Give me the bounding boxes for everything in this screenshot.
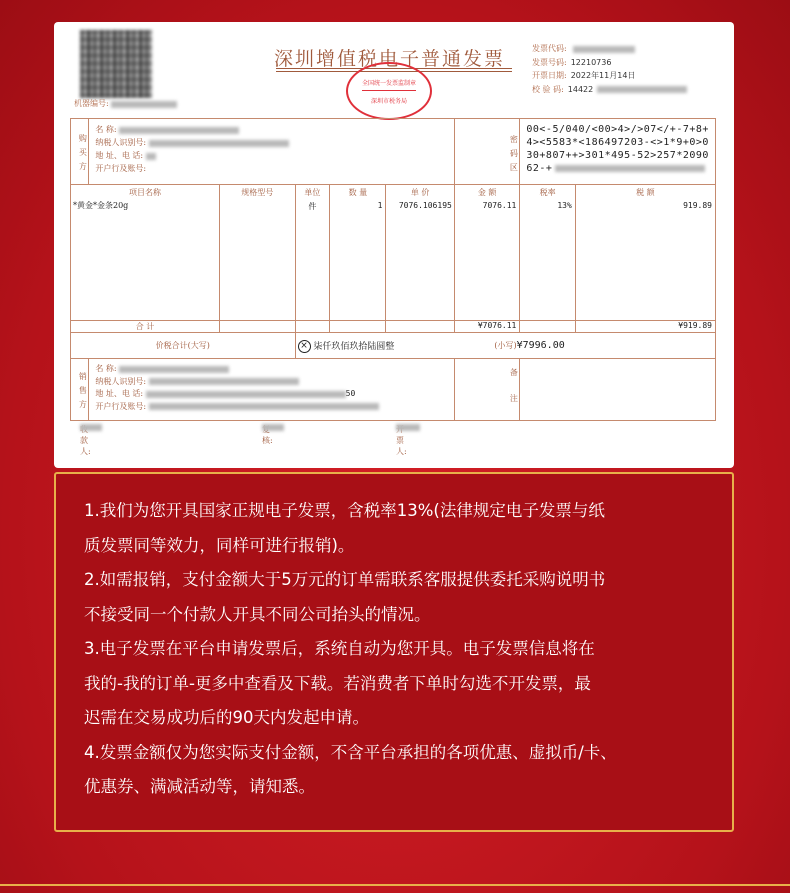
invoice-title: 深圳增值税电子普通发票 [274,48,506,70]
machine-number [74,98,177,109]
invoice-image [54,22,734,468]
grand-total-chinese: 柒仟玖佰玖拾陆圆整 [313,341,395,352]
redacted-value [146,391,346,398]
redacted-value [262,424,284,431]
check-code: 14422 [567,84,594,94]
buyer-tax-label: 纳税人识别号: [95,138,147,147]
col-qty-header: 数 量 [348,188,368,197]
total-label: 合 计 [71,321,220,333]
redacted-value [555,165,705,172]
seal-bottom-text: 深圳市税务局 [370,98,407,105]
item-rate: 13% [557,201,572,210]
cross-circle-icon: × [298,340,311,353]
seller-tax-label: 纳税人识别号: [95,376,147,386]
seller-addr-tail: 50 [345,389,356,398]
buyer-name-label: 名 称: [95,125,117,134]
reviewer-label: 核: [262,436,273,445]
items-row [71,185,716,321]
col-price [386,185,454,321]
total-row [71,321,716,333]
grand-small-value: ¥7996.00 [516,340,565,351]
buyer-section-label: 购买方 [71,119,89,185]
seller-name-label: 名 称: [95,364,117,373]
grand-total-label: 价税合计(大写) [71,333,296,359]
cipher-line: 4><5583*<186497203-<>1*9+0>0 [526,137,709,148]
redacted-value [597,86,687,93]
col-tax [575,185,715,321]
note-line: 2.如需报销，支付金额大于5万元的订单需联系客服提供委托采购说明书 [84,570,606,589]
col-unit-header: 单位 [304,188,321,197]
note-line: 我的-我的订单-更多中查看及下载。若消费者下单时勾选不开发票，最 [84,673,591,693]
buyer-addr-label: 地 址、电 话: [95,151,144,160]
redacted-value [149,403,379,410]
buyer-row [71,119,716,185]
col-spec-header: 规格型号 [241,188,274,197]
redacted-value [111,101,177,108]
total-tax: ¥919.89 [575,321,715,333]
note-line: 不接受同一个付款人开具不同公司抬头的情况。 [84,604,431,624]
check-label: 校 验 码: [532,84,564,94]
seal-divider [362,90,416,91]
cipher-area [520,119,716,185]
seller-section-label: 销售方 [71,359,89,421]
seal-top-text: 全国统一发票监制章 [361,80,416,87]
col-rate [520,185,575,321]
invoice-meta [532,42,687,96]
redacted-value [149,378,299,385]
tax-seal [346,62,432,120]
seller-addr-label: 地 址、电 话: [95,389,144,398]
invoice-notes-panel [54,472,734,832]
seller-row [71,359,716,421]
col-item-header: 项目名称 [128,188,161,197]
redacted-value [119,127,239,134]
machine-number-label: 机器编号: [74,99,109,108]
item-tax: 919.89 [683,201,712,210]
remarks-area [520,359,716,421]
redacted-value [146,153,156,160]
cipher-section-label: 密码区 [454,119,520,185]
note-line: 质发票同等效力，同样可进行报销)。 [84,535,355,555]
buyer-bank-label: 开户行及账号: [95,164,147,173]
redacted-value [80,424,102,431]
redacted-value [573,46,635,53]
payee-label: 款 人: [80,436,91,456]
cipher-line: 62-+ [526,163,553,174]
bottom-divider [0,884,790,886]
item-amount: 7076.11 [482,201,517,210]
col-item [71,185,220,321]
redacted-value [396,424,420,431]
cipher-line: 30+807++>301*495-52>257*2090 [526,150,709,161]
note-line: 4.发票金额仅为您实际支付金额，不含平台承担的各项优惠、虚拟币/卡、 [84,742,617,762]
seller-info [89,359,455,421]
grand-total-words [295,333,454,359]
col-spec [219,185,295,321]
invoice-number: 12210736 [570,57,612,67]
note-line: 3.电子发票在平台申请发票后，系统自动为您开具。电子发票信息将在 [84,639,595,658]
note-line: 优惠券、满减活动等，请知悉。 [84,777,315,796]
col-unit [295,185,330,321]
redacted-value [119,366,229,373]
cipher-line: 00<-5/040/<00>4>/>07</+-7+8+ [526,124,709,135]
col-qty [330,185,386,321]
buyer-info [89,119,455,185]
col-amount [454,185,520,321]
number-label: 发票号码: [532,57,567,67]
issuer-label: 票 人: [396,436,407,456]
total-amount: ¥7076.11 [454,321,520,333]
invoice-table [70,118,716,421]
date-label: 开票日期: [532,71,567,80]
note-line: 迟需在交易成功后的90天内发起申请。 [84,708,369,727]
code-label: 发票代码: [532,44,567,53]
grand-total-row [71,333,716,359]
grand-total-small [454,333,715,359]
note-line: 1.我们为您开具国家正规电子发票，含税率13%(法律规定电子发票与纸 [84,501,605,520]
item-name: *黄金*金条20g [73,201,129,210]
col-tax-header: 税 额 [636,188,655,197]
col-amount-header: 金 额 [477,188,497,197]
qr-code [80,30,152,98]
item-unit: 件 [308,202,317,211]
col-rate-header: 税率 [539,188,556,197]
item-qty: 1 [377,201,383,210]
seller-bank-label: 开户行及账号: [95,401,147,411]
invoice-date: 2022年11月14日 [570,71,636,80]
remarks-label: 备注 [454,359,520,421]
grand-small-label: (小写) [494,341,517,350]
item-price: 7076.106195 [398,201,452,210]
redacted-value [149,140,289,147]
col-price-header: 单 价 [410,188,430,197]
